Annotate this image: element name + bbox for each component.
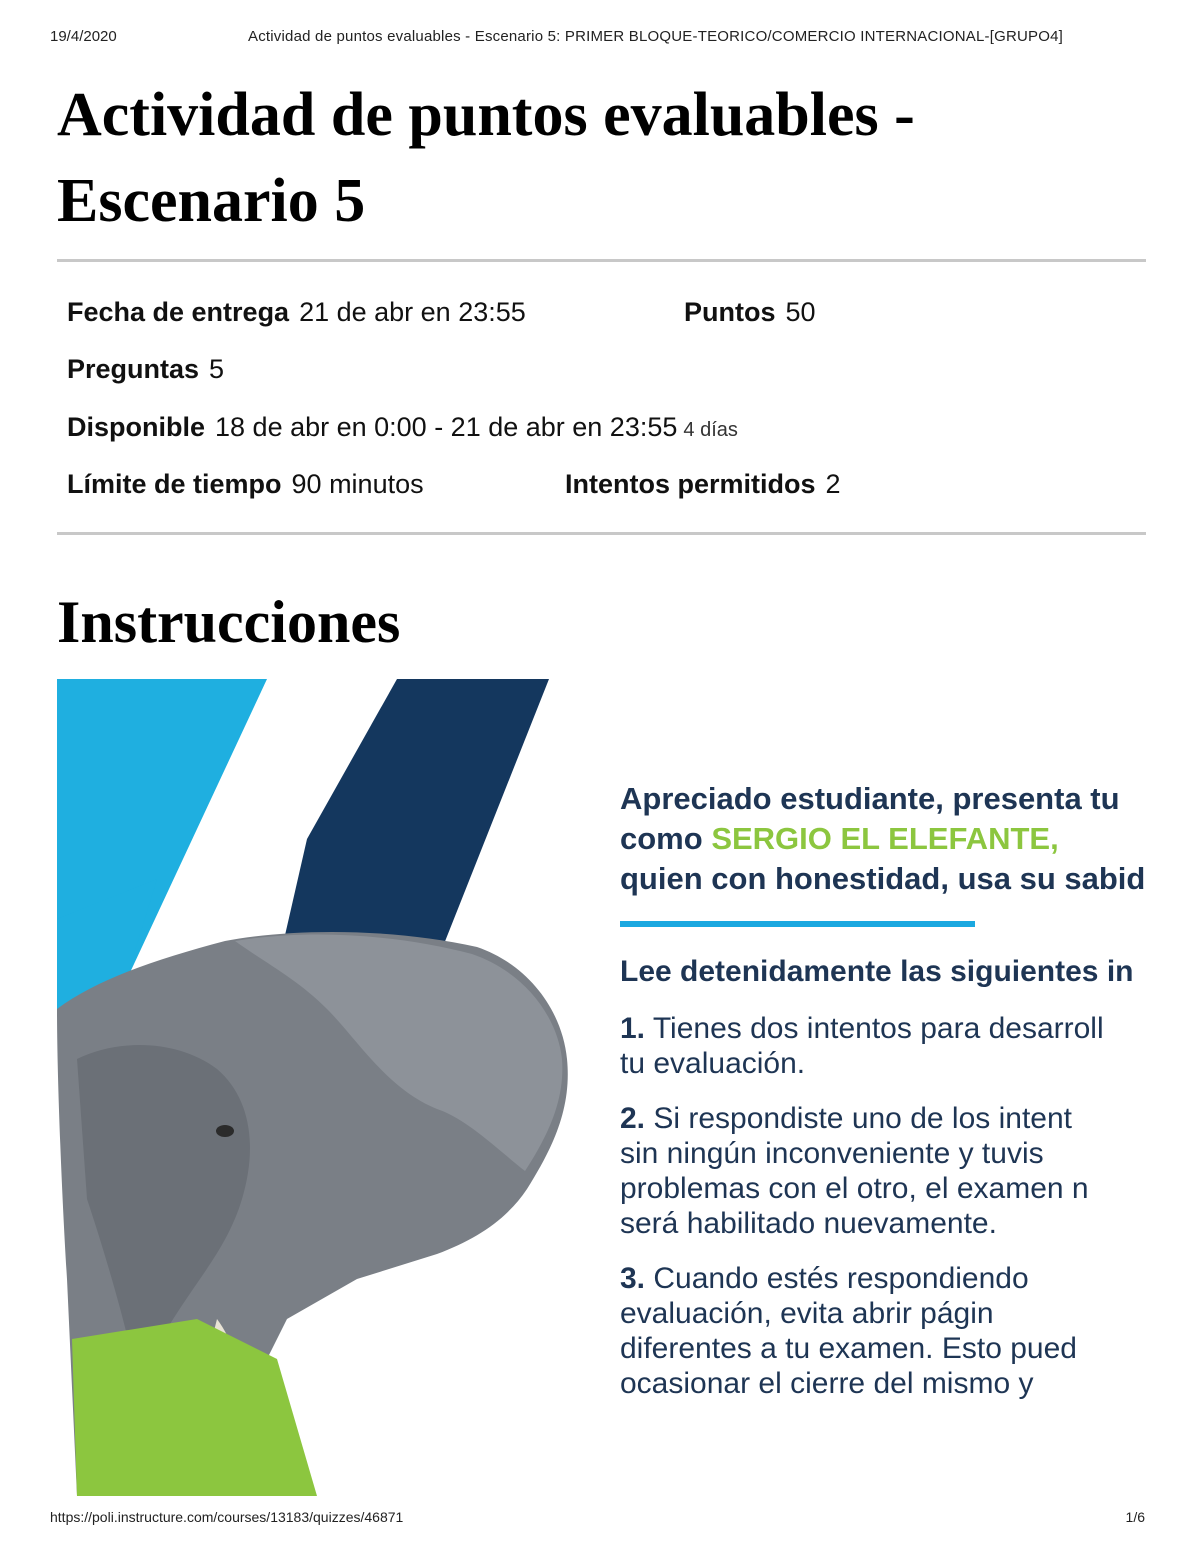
points-value: 50 [785,297,816,327]
print-url: https://poli.instructure.com/courses/13183/quizzes/46871 [50,1509,404,1525]
print-page-number: 1/6 [1125,1509,1145,1525]
print-footer [50,1509,1145,1527]
item-text: diferentes a tu examen. Esto pued [620,1332,1077,1365]
banner-item-2 [620,1101,1146,1241]
time-limit-label: Límite de tiempo [67,469,282,499]
item-text: ocasionar el cierre del mismo y [620,1367,1034,1400]
questions-label: Preguntas [67,354,200,384]
due-value: 21 de abr en 23:55 [299,297,526,327]
page-title-line2: Escenario 5 [57,167,366,235]
available-label: Disponible [67,412,206,442]
available-value: 18 de abr en 0:00 - 21 de abr en 23:55 [215,412,678,442]
divider-bottom [57,532,1146,535]
questions-value: 5 [209,354,225,384]
meta-row-due [67,297,526,328]
meta-row-questions [67,354,224,385]
banner-lead: Lee detenidamente las siguientes in [620,955,1134,988]
meta-row-time-limit [67,469,424,500]
item-text: tu evaluación. [620,1047,806,1080]
banner-item-1 [620,1011,1146,1081]
print-document-title: Actividad de puntos evaluables - Escenario 5: PRIMER BLOQUE-TEORICO/COMERCIO INTERNACIONAL-[GRUPO4] [248,28,1064,45]
meta-row-points [684,297,816,328]
item-number: 1. [620,1012,646,1045]
page-title-line1: Actividad de puntos evaluables - [57,81,915,149]
banner-text [620,779,1146,1401]
item-text: será habilitado nuevamente. [620,1207,997,1240]
points-label: Puntos [684,297,776,327]
banner-divider [620,921,975,927]
item-text: evaluación, evita abrir págin [620,1297,994,1330]
meta-row-available [67,412,738,443]
banner-item-3 [620,1261,1146,1401]
item-number: 2. [620,1102,646,1135]
instructions-banner-image [57,679,1146,1496]
print-header [50,28,1145,48]
divider-top [57,259,1146,262]
available-duration: 4 días [683,419,738,441]
item-text: problemas con el otro, el examen n [620,1172,1089,1205]
attempts-label: Intentos permitidos [565,469,816,499]
banner-greeting-line2 [620,819,1146,859]
time-limit-value: 90 minutos [291,469,424,499]
banner-greeting-line1: Apreciado estudiante, presenta tu [620,781,1120,816]
item-text: Tienes dos intentos para desarroll [652,1012,1104,1045]
item-number: 3. [620,1262,646,1295]
meta-row-attempts [565,469,841,500]
banner-greeting-line3: quien con honestidad, usa su sabid [620,861,1146,896]
instructions-heading: Instrucciones [57,589,401,655]
due-label: Fecha de entrega [67,297,290,327]
banner-greeting-prefix: como [620,821,703,856]
elephant-illustration [57,932,568,1496]
item-text: Si respondiste uno de los intent [653,1102,1072,1135]
item-text: sin ningún inconveniente y tuvis [620,1137,1044,1170]
print-date: 19/4/2020 [50,28,117,45]
item-text: Cuando estés respondiendo [653,1262,1029,1295]
attempts-value: 2 [825,469,841,499]
page-title [57,72,1057,244]
banner-greeting-highlight: SERGIO EL ELEFANTE, [711,821,1059,856]
